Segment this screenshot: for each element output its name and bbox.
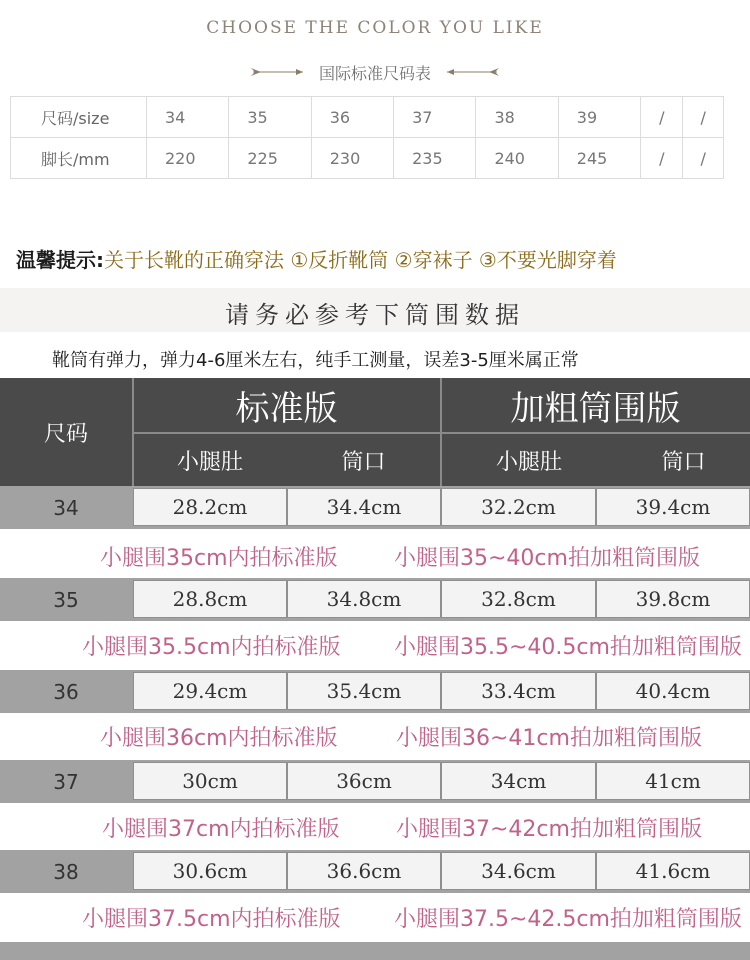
tip-label: 温馨提示: — [16, 248, 104, 272]
international-size-table — [10, 96, 724, 179]
size-row — [11, 97, 724, 138]
size-cell: 35 — [229, 97, 311, 138]
left-arrow-icon — [249, 66, 307, 78]
size-header: 尺码 — [0, 378, 134, 486]
standard-recommendation: 小腿围35cm内拍标准版 — [100, 545, 338, 571]
wide-calf-cell: 34.6cm — [441, 852, 596, 890]
wide-calf-cell: 32.8cm — [441, 580, 596, 618]
size-value: 36 — [53, 679, 79, 704]
tip-text: 关于长靴的正确穿法 ①反折靴筒 ②穿袜子 ③不要光脚穿着 — [104, 248, 617, 272]
std-calf-cell: 28.2cm — [133, 488, 287, 526]
wide-calf-cell: 34cm — [441, 762, 596, 800]
standard-recommendation: 小腿围37cm内拍标准版 — [102, 816, 340, 842]
table-row — [0, 850, 750, 893]
recommendation-row — [0, 622, 750, 668]
length-cell: / — [682, 138, 723, 179]
wide-opening-cell: 41cm — [596, 762, 750, 800]
size-cell: 38 — [476, 97, 558, 138]
wide-recommendation: 小腿围37.5~42.5cm拍加粗筒围版 — [394, 906, 742, 932]
wide-recommendation: 小腿围36~41cm拍加粗筒围版 — [396, 725, 702, 751]
size-cell: 36 — [311, 97, 393, 138]
std-calf-cell: 28.8cm — [133, 580, 287, 618]
table-row — [0, 670, 750, 713]
size-cell: 37 — [394, 97, 476, 138]
wide-recommendation: 小腿围37~42cm拍加粗筒围版 — [396, 816, 702, 842]
section-title: 请务必参考下筒围数据 — [225, 301, 525, 329]
table-row — [0, 760, 750, 803]
calf-header: 小腿肚 — [495, 449, 562, 475]
opening-header: 筒口 — [287, 434, 442, 486]
size-cell: 39 — [558, 97, 640, 138]
std-opening-cell: 36cm — [287, 762, 441, 800]
wide-version-header: 加粗筒围版 — [441, 378, 750, 434]
length-cell: 240 — [476, 138, 558, 179]
wide-opening-cell: 39.8cm — [596, 580, 750, 618]
std-opening-cell: 34.8cm — [287, 580, 441, 618]
wide-recommendation: 小腿围35~40cm拍加粗筒围版 — [394, 545, 700, 571]
length-cell: 230 — [311, 138, 393, 179]
wide-recommendation: 小腿围35.5~40.5cm拍加粗筒围版 — [394, 634, 742, 660]
row-header: 尺码/size — [11, 97, 147, 138]
recommendation-row — [0, 804, 750, 850]
right-arrow-icon — [443, 66, 501, 78]
size-cell: / — [682, 97, 723, 138]
length-cell: 225 — [229, 138, 311, 179]
recommendation-row — [0, 894, 750, 940]
opening-header: 筒口 — [661, 449, 706, 475]
standard-recommendation: 小腿围36cm内拍标准版 — [100, 725, 338, 751]
std-opening-cell: 36.6cm — [287, 852, 441, 890]
calf-header: 小腿肚 — [176, 449, 243, 475]
standard-version-header: 标准版 — [133, 378, 442, 434]
subhead-text: 国际标准尺码表 — [318, 63, 431, 83]
std-opening-cell: 35.4cm — [287, 672, 441, 710]
elasticity-note: 靴筒有弹力，弹力4-6厘米左右，纯手工测量，误差3-5厘米属正常 — [52, 350, 579, 371]
wide-opening-cell: 39.4cm — [596, 488, 750, 526]
size-chart-subhead — [0, 60, 750, 84]
std-opening-cell: 34.4cm — [287, 488, 441, 526]
row-header: 脚长/mm — [11, 138, 147, 179]
length-cell: / — [641, 138, 682, 179]
foot-length-row — [11, 138, 724, 179]
wearing-tip — [16, 244, 617, 273]
wide-calf-cell: 32.2cm — [441, 488, 596, 526]
standard-recommendation: 小腿围37.5cm内拍标准版 — [82, 906, 341, 932]
size-value: 38 — [53, 859, 79, 884]
length-cell: 235 — [394, 138, 476, 179]
standard-recommendation: 小腿围35.5cm内拍标准版 — [82, 634, 341, 660]
boot-shaft-table — [0, 378, 750, 960]
size-value: 34 — [53, 495, 79, 520]
size-cell: / — [641, 97, 682, 138]
recommendation-row — [0, 533, 750, 579]
table-row — [0, 578, 750, 621]
table-row-partial — [0, 942, 750, 960]
std-calf-cell: 29.4cm — [133, 672, 287, 710]
std-calf-cell: 30.6cm — [133, 852, 287, 890]
table-header — [0, 378, 750, 486]
wide-calf-cell: 33.4cm — [441, 672, 596, 710]
length-cell: 245 — [558, 138, 640, 179]
wide-opening-cell: 40.4cm — [596, 672, 750, 710]
size-cell: 34 — [147, 97, 229, 138]
headline: CHOOSE THE COLOR YOU LIKE — [206, 18, 544, 38]
table-row — [0, 486, 750, 529]
length-cell: 220 — [147, 138, 229, 179]
wide-opening-cell: 41.6cm — [596, 852, 750, 890]
size-value: 37 — [53, 769, 79, 794]
recommendation-row — [0, 713, 750, 759]
std-calf-cell: 30cm — [133, 762, 287, 800]
size-value: 35 — [53, 587, 79, 612]
